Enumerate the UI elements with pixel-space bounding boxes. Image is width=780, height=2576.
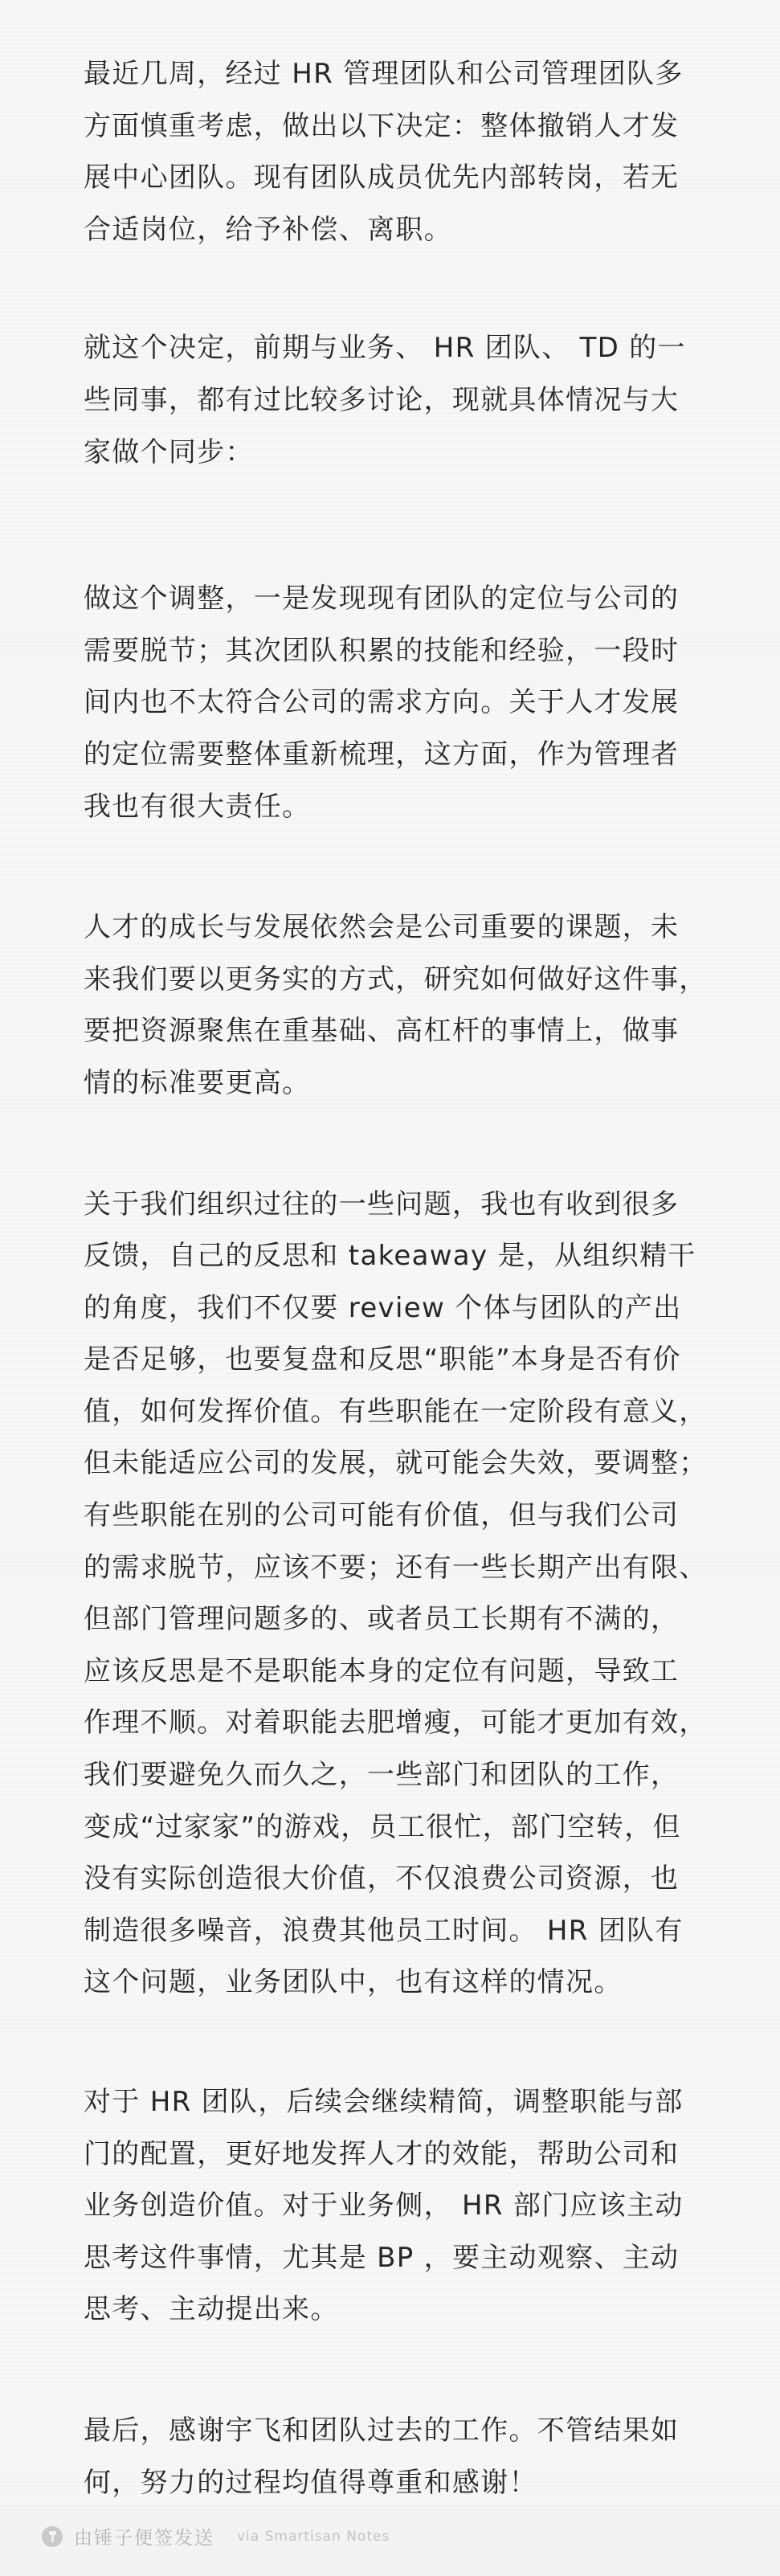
hammer-icon (42, 2526, 63, 2547)
paragraph-spacer (84, 256, 724, 322)
note-paragraph-1: 最近几周，经过 HR 管理团队和公司管理团队多 方面慎重考虑，做出以下决定：整体撤销人才发 展中心团队。现有团队成员优先内部转岗，若无 合适岗位，给予补偿、离职。 (84, 58, 684, 246)
paragraph-spacer (84, 832, 724, 902)
note-footer (0, 2505, 780, 2576)
paragraph-spacer (84, 2336, 724, 2405)
app-name-text: via Smartisan Notes (237, 2528, 390, 2545)
sent-via-text: 由锤子便签发送 (74, 2528, 214, 2549)
paragraph-spacer (84, 478, 724, 573)
paragraph-spacer (84, 1110, 724, 1179)
note-paragraph-5: 关于我们组织过往的一些问题，我也有收到很多 反馈，自己的反思和 takeaway 是，从组织精干 的角度，我们不仅要 review 个体与团队的产出 是否足够，也要复盘和反思“职能”本身是否有价 值，如何发挥价值。有些职能在一定阶段有意义， 但未能适应公司的发展，就可能会失效，要调整； 有些职能在别的公司可能有价值，但与我们公司 的需求脱节，应该不要；还有一些长期产出有限、 但部门管理问题多的、或者员工长期有不满的， 应该反思是不是职能本身的定位有问题，导致工 作理不顺。对着职能去肥增瘦，可能才更加有效， 我们要避免久而久之，一些部门和团队的工作， 变成“过家家”的游戏，员工很忙，部门空转，但 没有实际创造很大价值，不仅浪费公司资源，也 制造很多噪音，浪费其他员工时间。 HR 团队有 这个问题，业务团队中，也有这样的情况。 (84, 1188, 708, 1999)
note-paragraph-3: 做这个调整，一是发现现有团队的定位与公司的 需要脱节；其次团队积累的技能和经验，一段时 间内也不太符合公司的需求方向。关于人才发展 的定位需要整体重新梳理，这方面，作为管理者 我也有很大责任。 (84, 583, 680, 823)
footer-signature (42, 2523, 390, 2549)
note-paragraph-7: 最后，感谢宇飞和团队过去的工作。不管结果如 何，努力的过程均值得尊重和感谢！ (84, 2414, 680, 2499)
note-paragraph-4: 人才的成长与发展依然会是公司重要的课题，未 来我们要以更务实的方式，研究如何做好这件事， 要把资源聚焦在重基础、高杠杆的事情上，做事 情的标准要更高。 (84, 911, 708, 1099)
note-paragraph-2: 就这个决定，前期与业务、 HR 团队、 TD 的一 些同事，都有过比较多讨论，现就具体情况与大 家做个同步： (84, 332, 686, 468)
paragraph-spacer (84, 2009, 724, 2076)
note-paragraph-6: 对于 HR 团队，后续会继续精简，调整职能与部 门的配置，更好地发挥人才的效能，帮助公司和 业务创造价值。对于业务侧， HR 部门应该主动 思考这件事情，尤其是 BP ，要主动观察、主动 思考、主动提出来。 (84, 2086, 684, 2326)
